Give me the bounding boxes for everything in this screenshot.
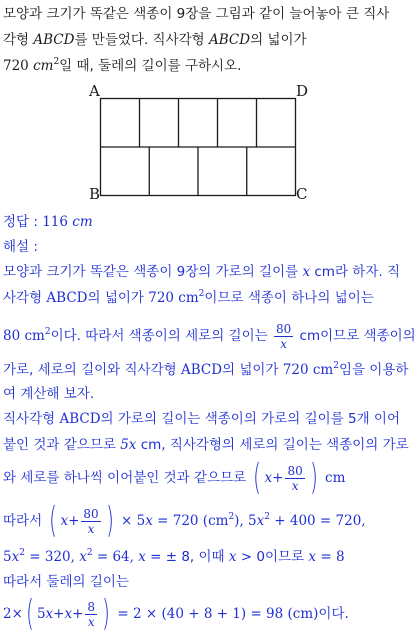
- vertex-label-b: B: [89, 185, 101, 203]
- solution-line-11: 따라서 둘레의 길이는: [3, 574, 129, 590]
- problem-line-3: 720 $cm^2$일 때, 둘레의 길이를 구하시오.: [3, 57, 242, 74]
- solution-line-5: 여 계산해 보자.: [3, 386, 95, 402]
- problem-line-2: 각형 ABCD를 만들었다. 직사각형 ABCD의 넓이가: [3, 32, 307, 48]
- problem-line-1: [3, 5, 389, 23]
- answer-label: 정답 :: [3, 214, 43, 230]
- solution-line-3: 80 $cm^2$이다. 따라서 색종이의 세로의 길이는 $\frac{80}{x}$ cm이므로 색종이의: [3, 321, 416, 351]
- solution-line-12: 2× ( 5 x + x + $\frac{8}{x}$ ) = 2 × (40 + 8 + 1) = 98 (cm)이다.: [3, 593, 349, 634]
- answer-unit: cm: [72, 214, 93, 230]
- solution-line-1: 모양과 크기가 똑같은 색종이 9장의 가로의 길이를 x cm라 하자. 직: [3, 264, 400, 280]
- answer-value: 116: [42, 214, 73, 230]
- solution-line-4: 가로, 세로의 길이와 직사각형 ABCD의 넓이가 720 $cm^2$임을 이용하: [3, 361, 409, 378]
- solution-line-8: 와 세로를 하나씩 이어붙인 것과 같으므로 ( x + $\frac{80}{x}$ ) cm: [3, 457, 346, 498]
- solution-line-2: 사각형 ABCD의 넓이가 720 $cm^2$이므로 색종이 하나의 넓이는: [3, 289, 374, 306]
- parenthesized-expression: ( x + $\frac{80}{x}$ ): [253, 457, 318, 498]
- solution-line-10: $5x^2 = 320$, $x^2 = 64$, x = ± 8, 이때 x > 0이므로 x = 8: [3, 548, 345, 565]
- problem-text: 모양과 크기가 똑같은 색종이 9장을 그림과 같이 늘어놓아 큰 직사: [3, 6, 390, 22]
- rectangle-figure: [0, 80, 400, 210]
- solution-line-7: 붙인 것과 같으므로 5x cm, 직사각형의 세로의 길이는 색종이의 가로: [3, 437, 409, 453]
- vertex-label-d: D: [296, 82, 309, 100]
- solution-heading: 해설 :: [3, 239, 38, 255]
- answer-line: [3, 213, 93, 231]
- vertex-label-a: A: [89, 82, 100, 100]
- fraction-80-over-x: $\frac{80}{x}$: [275, 321, 292, 351]
- solution-line-9: 따라서 ( x + $\frac{80}{x}$ ) × 5x = 720 $(cm^2)$, $5x^2 + 400 = 720$,: [3, 500, 366, 541]
- tiling-diagram: [0, 80, 400, 210]
- solution-line-6: 직사각형 ABCD의 가로의 길이는 색종이의 가로의 길이를 5개 이어: [3, 411, 400, 427]
- vertex-label-c: C: [296, 185, 308, 203]
